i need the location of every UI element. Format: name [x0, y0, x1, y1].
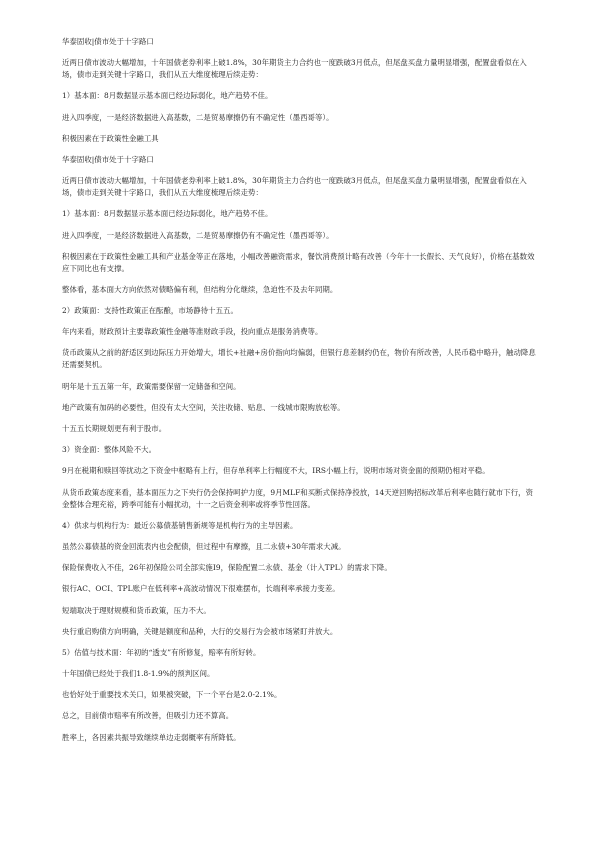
technical-level-paragraph: 也恰好处于重要技术关口，如果被突破，下一个平台是2.0-2.1%。: [62, 690, 282, 700]
fundamentals-paragraph-repeat: 1）基本面：8月数据显示基本面已经边际弱化，地产趋势不佳。: [62, 209, 273, 219]
overall-fundamentals-paragraph: 整体看，基本面大方向依然对债略偏有利，但结构分化继续，急迫性不及去年同期。: [62, 284, 338, 294]
q4-paragraph-repeat: 进入四季度，一是经济数据进入高基数，二是贸易摩擦仍有不确定性（墨西哥等）。: [62, 230, 334, 240]
property-policy-paragraph: 地产政策有加码的必要性，但没有太大空间，关注收储、贴息、一线城市限购放松等。: [62, 402, 345, 412]
fiscal-paragraph: 年内来看，财政预计主要靠政策性金融等准财政手段，投向重点是服务消费等。: [62, 327, 323, 337]
bond-fund-paragraph: 虽然公募债基的资金回流表内也会配债，但过程中有摩擦，且二永债+30年需求大减。: [62, 541, 346, 551]
heading-title: 华泰固收|债市处于十字路口: [62, 37, 154, 46]
positive-factors-full-paragraph: 积极因素在于政策性金融工具和产业基金等正在落地，小幅改善融资需求，餐饮消费预计略有改善（今年十一长假长、天气良好），价格在基数效应下同比也有支撑。: [62, 251, 535, 273]
fundamentals-paragraph: 1）基本面：8月数据显示基本面已经边际弱化，地产趋势不佳。: [62, 91, 273, 101]
five-year-plan-paragraph: 十五五长期规划更有利于股市。: [62, 424, 167, 433]
policy-heading-paragraph: 2）政策面：支持性政策正在酝酿，市场静待十五五。: [62, 306, 238, 316]
pboc-purchase-paragraph: 央行重启购债方向明确，关键是额度和品种，大行的交易行为会被市场紧盯并放大。: [62, 626, 338, 636]
heading-title-repeat: 华泰固收|债市处于十字路口: [62, 154, 154, 164]
next-year-paragraph: 明年是十五五第一年，政策需要保留一定储备和空间。: [62, 381, 241, 391]
intro-paragraph: 近两日债市波动大幅增加，十年国债老券利率上破1.8%，30年期货主力合约也一度跌破3月低点，但尾盘买盘力量明显增强，配置盘看似在入场，债市走到关键十字路口，我们从五大维度梳理后续走势：: [62, 58, 527, 80]
ten-year-range-paragraph: 十年国债已经处于我们1.8-1.9%的预判区间。: [62, 669, 215, 679]
liquidity-heading-paragraph: 3）资金面：整体风险不大。: [62, 445, 157, 455]
supply-demand-heading-paragraph: 4）供求与机构行为：最近公募债基销售新规等是机构行为的主导因素。: [62, 520, 298, 530]
intro-paragraph-repeat: 近两日债市波动大幅增加，十年国债老券利率上破1.8%，30年期货主力合约也一度跌破3月低点，但尾盘买盘力量明显增强，配置盘看似在入场，债市走到关键十字路口，我们从五大维度梳理后续走势：: [62, 176, 527, 198]
september-liquidity-paragraph: 9月在税期和赎回等扰动之下资金中枢略有上行，但存单利率上行幅度不大，IRS小幅上行，说明市场对资金面的预期仍相对平稳。: [62, 466, 490, 476]
monetary-policy-paragraph: 货币政策从之前的舒适区到边际压力开始增大，增长+社融+房价指向均偏弱，但银行息差制约仍在，物价有所改善，人民币稳中略升，触动降息还需要契机。: [62, 348, 536, 370]
summary-paragraph: 总之，目前债市赔率有所改善，但吸引力还不算高。: [62, 711, 234, 721]
document-page: [62, 36, 540, 753]
q4-paragraph: 进入四季度，一是经济数据进入高基数，二是贸易摩擦仍有不确定性（墨西哥等）。: [62, 112, 334, 122]
insurance-paragraph: 保险保费收入不佳，26年初保险公司全部实施I9，保险配置二永债、基金（计入TPL）的需求下降。: [62, 563, 392, 573]
central-bank-paragraph: 从货币政策态度来看，基本面压力之下央行仍会保持呵护力度，9月MLF和买断式保持净投放，14天逆回购招标改革后利率也随行就市下行，资金整体合理充裕，跨季可能有小幅扰动，十一之后资金利率或将季节性回落。: [62, 487, 534, 509]
valuation-heading-paragraph: 5）估值与技术面：年初的“透支”有所修复，赔率有所好转。: [62, 647, 261, 657]
bank-accounts-paragraph: 银行AC、OCI、TPL账户在低利率+高波动情况下很难摆布，长端利率承接力变差。: [62, 584, 340, 594]
positive-factors-paragraph: 积极因素在于政策性金融工具: [62, 133, 159, 143]
short-end-paragraph: 短端取决于理财规模和货币政策，压力不大。: [62, 605, 211, 615]
win-rate-paragraph: 胜率上，各因素共振导致继续单边走弱概率有所降低。: [62, 732, 241, 742]
